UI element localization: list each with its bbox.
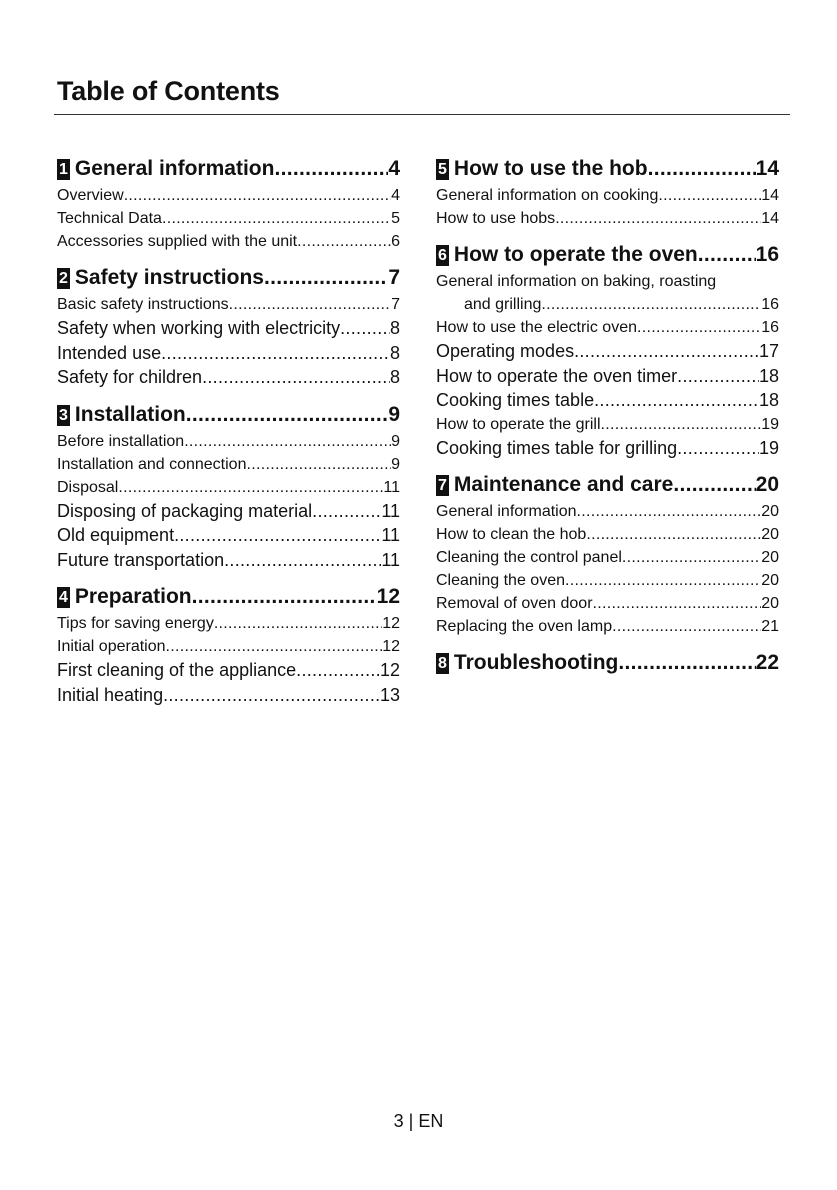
toc-entry[interactable] <box>436 388 779 413</box>
entry-title: Cooking times table <box>436 390 595 410</box>
toc-entry[interactable] <box>436 592 779 615</box>
toc-entry[interactable] <box>436 615 779 638</box>
toc-entry[interactable] <box>436 270 779 293</box>
section-title: Troubleshooting <box>453 651 619 674</box>
toc-entry[interactable] <box>57 184 400 207</box>
toc-entry[interactable] <box>57 430 400 453</box>
entry-page-number: 8 <box>389 367 400 387</box>
entry-title: Cooking times table for grilling <box>436 437 678 458</box>
dot-leader <box>192 581 377 612</box>
entry-page-number: 19 <box>758 437 779 458</box>
toc-section-maintenance-and-care <box>436 469 779 638</box>
entry-title: How to clean the hob <box>436 526 587 543</box>
dot-leader <box>648 153 756 184</box>
entry-page-number: 11 <box>383 478 400 496</box>
entry-page-number: 16 <box>761 296 779 313</box>
entry-title: Removal of oven door <box>436 595 593 612</box>
dot-leader <box>574 339 759 364</box>
entry-title: Disposing of packaging material <box>57 500 313 521</box>
entry-page-number: 20 <box>761 595 779 612</box>
section-number-badge: 2 <box>59 270 68 287</box>
section-heading[interactable] <box>436 153 779 184</box>
dot-leader <box>673 469 755 500</box>
dot-leader <box>601 413 762 436</box>
section-heading[interactable] <box>57 262 400 293</box>
entry-page-number: 11 <box>381 549 400 570</box>
dot-leader <box>622 546 761 569</box>
toc-section-installation <box>57 399 400 573</box>
section-heading[interactable] <box>436 647 779 678</box>
entry-page-number: 7 <box>391 296 400 313</box>
entry-title: Installation and connection <box>57 455 247 473</box>
entry-page-number: 18 <box>758 365 779 386</box>
section-page-number: 20 <box>755 473 779 496</box>
entry-title: Basic safety instructions <box>57 296 229 313</box>
section-number-badge: 1 <box>59 161 68 178</box>
entry-page-number: 11 <box>381 500 400 521</box>
dot-leader <box>118 476 383 499</box>
section-page-number: 12 <box>376 585 400 608</box>
section-page-number: 4 <box>388 157 400 180</box>
section-page-number: 9 <box>388 402 400 426</box>
entry-title: General information <box>436 503 577 520</box>
entry-page-number: 5 <box>391 210 400 227</box>
dot-leader <box>297 230 391 253</box>
section-heading[interactable] <box>57 399 400 430</box>
entry-title: Initial heating <box>57 684 164 705</box>
entry-page-number: 8 <box>389 318 400 338</box>
section-title: General information <box>74 157 275 180</box>
toc-section-preparation <box>57 581 400 707</box>
toc-entry[interactable] <box>436 523 779 546</box>
section-number-badge: 7 <box>438 477 447 494</box>
dot-leader <box>586 523 761 546</box>
entry-page-number: 20 <box>761 526 779 543</box>
entry-title: Disposal <box>57 478 119 496</box>
entry-title: Cleaning the control panel <box>436 549 622 566</box>
toc-entry[interactable] <box>436 339 779 364</box>
dot-leader <box>296 658 380 683</box>
entry-page-number: 19 <box>761 415 779 433</box>
dot-leader <box>264 262 388 293</box>
section-title: How to use the hob <box>453 157 648 180</box>
entry-page-number: 9 <box>391 432 400 450</box>
toc-entry[interactable] <box>57 635 400 658</box>
toc-entry[interactable] <box>436 500 779 523</box>
entry-page-number: 11 <box>381 525 400 545</box>
dot-leader <box>698 239 756 270</box>
toc-entry[interactable] <box>436 546 779 569</box>
toc-entry[interactable] <box>57 316 400 341</box>
title-divider <box>54 114 790 115</box>
toc-entry[interactable] <box>57 341 400 366</box>
entry-title: Cleaning the oven <box>436 572 565 589</box>
dot-leader <box>677 436 759 461</box>
entry-title: Old equipment <box>57 525 175 545</box>
toc-entry[interactable] <box>57 207 400 230</box>
section-heading[interactable] <box>57 581 400 612</box>
entry-title: How to operate the grill <box>436 415 601 433</box>
dot-leader <box>162 207 391 230</box>
toc-section-how-to-use-the-hob <box>436 153 779 230</box>
entry-title: Accessories supplied with the unit <box>57 233 298 250</box>
dot-leader <box>214 612 382 635</box>
page-title: Table of Contents <box>57 76 280 106</box>
entry-title: General information on baking, roasting <box>436 273 717 290</box>
dot-leader <box>658 184 761 207</box>
entry-title: Operating modes <box>436 341 575 361</box>
entry-page-number: 12 <box>379 660 400 680</box>
entry-title: How to use the electric oven <box>436 319 637 336</box>
dot-leader <box>593 592 762 615</box>
dot-leader <box>677 364 759 389</box>
entry-title: Future transportation <box>57 549 225 570</box>
toc-entry[interactable] <box>57 499 400 524</box>
dot-leader <box>163 683 380 708</box>
toc-entry[interactable] <box>436 569 779 592</box>
entry-title: Replacing the oven lamp <box>436 618 613 635</box>
toc-column-right <box>436 153 779 687</box>
toc-section-safety-instructions <box>57 262 400 390</box>
section-page-number: 7 <box>388 266 400 289</box>
dot-leader <box>577 500 762 523</box>
dot-leader <box>202 365 390 390</box>
entry-title: Overview <box>57 187 124 204</box>
toc-entry[interactable] <box>57 365 400 390</box>
section-title: Maintenance and care <box>453 473 674 496</box>
section-number-badge: 8 <box>438 655 447 672</box>
dot-leader <box>340 316 390 341</box>
toc-entry[interactable] <box>57 548 400 573</box>
toc-entry[interactable] <box>436 207 779 230</box>
dot-leader <box>594 388 759 413</box>
entry-page-number: 16 <box>761 319 779 336</box>
toc-entry[interactable] <box>57 230 400 253</box>
section-heading[interactable] <box>57 153 400 184</box>
entry-page-number: 4 <box>391 187 400 204</box>
toc-entry[interactable] <box>57 683 400 708</box>
section-title: Safety instructions <box>74 266 264 289</box>
dot-leader <box>224 548 381 573</box>
dot-leader <box>246 453 391 476</box>
dot-leader <box>612 615 761 638</box>
section-number-badge: 6 <box>438 247 447 264</box>
toc-entry[interactable] <box>57 658 400 683</box>
dot-leader <box>184 430 391 453</box>
entry-title: How to operate the oven timer <box>436 365 678 386</box>
dot-leader <box>166 635 383 658</box>
entry-title: Before installation <box>57 432 185 450</box>
toc-entry[interactable] <box>57 476 400 499</box>
entry-title: Safety for children <box>57 367 203 387</box>
entry-title: First cleaning of the appliance <box>57 660 297 680</box>
entry-title: General information on cooking <box>436 187 659 204</box>
toc-section-troubleshooting <box>436 647 779 678</box>
toc-entry[interactable] <box>436 184 779 207</box>
entry-page-number: 6 <box>391 233 400 250</box>
dot-leader <box>555 207 761 230</box>
section-number-badge: 4 <box>59 589 68 606</box>
dot-leader <box>124 184 391 207</box>
dot-leader <box>174 523 381 548</box>
dot-leader <box>274 153 388 184</box>
toc-entry[interactable] <box>57 293 400 316</box>
dot-leader <box>618 647 755 678</box>
toc-entry[interactable] <box>436 413 779 436</box>
section-title: Installation <box>74 402 186 426</box>
section-page-number: 22 <box>755 651 779 674</box>
entry-page-number: 14 <box>761 187 779 204</box>
section-heading[interactable] <box>436 469 779 500</box>
section-page-number: 16 <box>755 243 779 266</box>
entry-page-number: 8 <box>389 342 400 363</box>
entry-page-number: 14 <box>761 210 779 227</box>
entry-title: Safety when working with electricity <box>57 318 341 338</box>
toc-section-how-to-operate-the-oven <box>436 239 779 460</box>
section-title: Preparation <box>74 585 192 608</box>
dot-leader <box>186 399 389 430</box>
toc-section-general-information <box>57 153 400 253</box>
entry-page-number: 21 <box>761 618 779 635</box>
toc-entry[interactable] <box>436 293 779 316</box>
entry-title: Technical Data <box>57 210 162 227</box>
entry-title: How to use hobs <box>436 210 556 227</box>
dot-leader <box>541 293 761 316</box>
entry-page-number: 17 <box>758 341 779 361</box>
entry-page-number: 20 <box>761 549 779 566</box>
entry-page-number: 18 <box>758 390 779 410</box>
entry-page-number: 20 <box>761 503 779 520</box>
dot-leader <box>161 341 390 366</box>
dot-leader <box>637 316 761 339</box>
section-heading[interactable] <box>436 239 779 270</box>
dot-leader <box>565 569 761 592</box>
page-footer: 3 | EN <box>393 1111 444 1131</box>
section-title: How to operate the oven <box>453 243 698 266</box>
entry-page-number: 12 <box>382 615 400 632</box>
section-number-badge: 3 <box>59 406 68 424</box>
toc-entry[interactable] <box>436 436 779 461</box>
entry-page-number: 13 <box>379 684 400 705</box>
dot-leader <box>229 293 391 316</box>
entry-title: Tips for saving energy <box>57 615 214 632</box>
toc-column-left <box>57 153 400 716</box>
toc-entry[interactable] <box>57 612 400 635</box>
section-number-badge: 5 <box>438 161 447 178</box>
entry-title: and grilling <box>464 296 542 313</box>
toc-entry[interactable] <box>57 523 400 548</box>
entry-page-number: 9 <box>391 455 400 473</box>
toc-entry[interactable] <box>436 316 779 339</box>
toc-entry[interactable] <box>436 364 779 389</box>
entry-page-number: 20 <box>761 572 779 589</box>
entry-title: Intended use <box>57 342 162 363</box>
entry-title: Initial operation <box>57 638 166 655</box>
toc-entry[interactable] <box>57 453 400 476</box>
dot-leader <box>312 499 381 524</box>
section-page-number: 14 <box>755 157 779 180</box>
entry-page-number: 12 <box>382 638 400 655</box>
